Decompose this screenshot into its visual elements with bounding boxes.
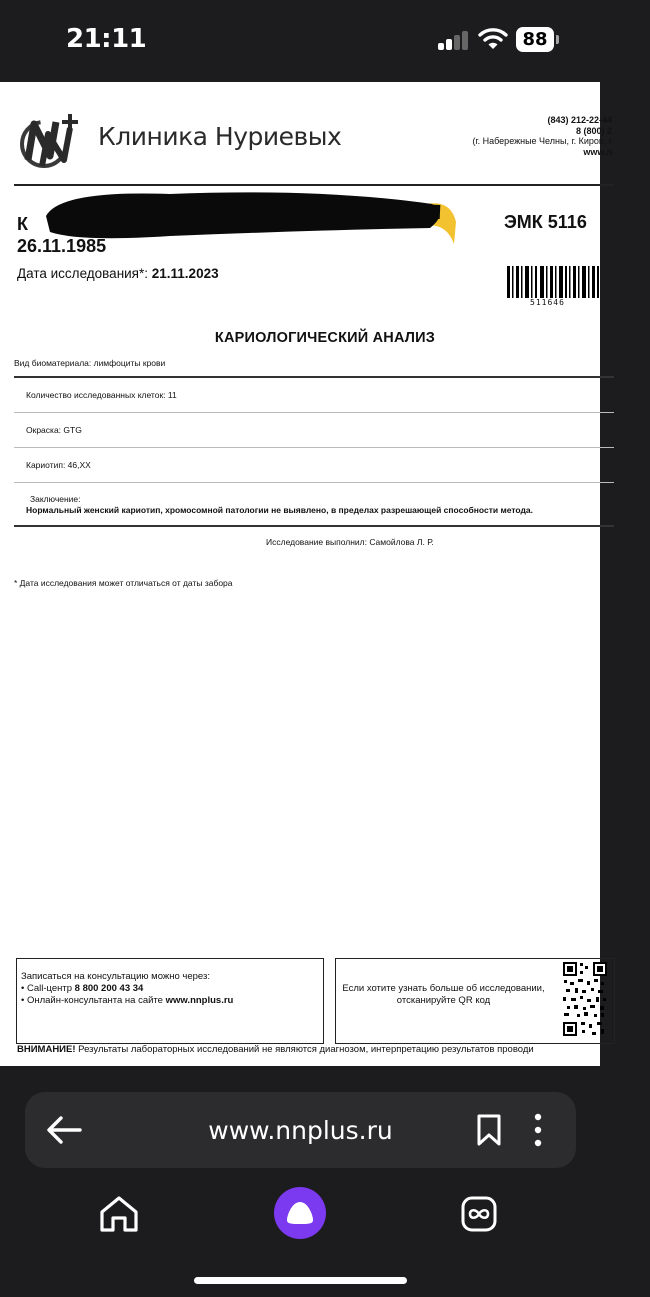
clinic-contacts (472, 115, 612, 157)
status-bar (0, 0, 600, 82)
emk-number: ЭМК 5116 (504, 212, 587, 232)
study-date-value: 21.11.2023 (151, 266, 219, 281)
warning-notice (17, 1044, 534, 1055)
warning-label: ВНИМАНИЕ! (17, 1044, 76, 1055)
consult-online: • Онлайн-консультанта на сайте www.nnplus.ru (21, 995, 234, 1006)
contact-phone-1: (843) 212-22-44 (547, 115, 612, 125)
contact-website: www.n (583, 146, 612, 157)
address-bar[interactable] (25, 1092, 576, 1168)
signal-icon (438, 30, 470, 50)
conclusion-text: Нормальный женский кариотип, хромосомной патологии не выявлено, в пределах разрешающей способности метода. (26, 505, 533, 515)
lab-report-document (0, 82, 612, 1066)
qr-code (563, 962, 607, 1038)
performer: Исследование выполнил: Самойлова Л. Р. (266, 537, 434, 547)
patient-name: К (17, 214, 28, 234)
contact-phone-2: 8 (800) 2 (575, 125, 612, 136)
redaction-scribble (20, 182, 460, 248)
home-icon[interactable] (98, 1194, 140, 1234)
consultation-box (16, 958, 324, 1044)
clinic-logo (14, 110, 90, 174)
barcode-number: 511646 (530, 298, 565, 307)
qr-caption: Если хотите узнать больше об исследовании, отсканируйте QR код (342, 983, 545, 1006)
result-row-staining: Окраска: GTG (26, 425, 82, 435)
result-row-cells-count: Количество исследованных клеток: 11 (26, 390, 177, 400)
clinic-name: Клиника Нуриевых (98, 122, 342, 151)
result-row-karyotype: Кариотип: 46,XX (26, 460, 91, 470)
consult-title: Записаться на консультацию можно через: (21, 971, 210, 982)
row-divider (14, 482, 614, 483)
tabs-icon[interactable] (460, 1195, 498, 1233)
conclusion-label: Заключение: (30, 494, 81, 504)
url-text[interactable]: www.nnplus.ru (208, 1116, 393, 1145)
study-date (17, 266, 219, 281)
alice-icon (286, 1201, 314, 1225)
table-divider (14, 376, 614, 378)
alice-assistant-button[interactable] (274, 1187, 326, 1239)
callcenter-phone[interactable]: 8 800 200 43 34 (74, 983, 144, 994)
row-divider (14, 412, 614, 413)
patient-birthdate: 26.11.1985 (17, 236, 107, 256)
consult-website-link[interactable]: www.nnplus.ru (165, 995, 234, 1006)
status-time: 21:11 (66, 24, 147, 54)
warning-text: Результаты лабораторных исследований не являются диагнозом, интерпретацию результатов проводи (78, 1044, 534, 1055)
footnote: * Дата исследования может отличаться от даты забора (14, 578, 233, 588)
table-bottom-divider (14, 525, 614, 527)
consult-callcenter: • Call-центр 8 800 200 43 34 (21, 983, 144, 994)
row-divider (14, 447, 614, 448)
study-date-label: Дата исследования*: (17, 266, 148, 281)
home-indicator (194, 1277, 407, 1284)
battery-level: 88 (516, 27, 554, 52)
more-vertical-icon[interactable] (531, 1112, 545, 1148)
wifi-icon (478, 27, 508, 51)
bookmark-icon[interactable] (475, 1114, 503, 1146)
contact-cities: (г. Набережные Челны, г. Киров, г (472, 136, 612, 146)
browser-toolbar (0, 1066, 600, 1297)
analysis-title: КАРИОЛОГИЧЕСКИЙ АНАЛИЗ (214, 330, 436, 346)
biomaterial: Вид биоматериала: лимфоциты крови (14, 358, 166, 368)
battery-icon (516, 27, 560, 52)
